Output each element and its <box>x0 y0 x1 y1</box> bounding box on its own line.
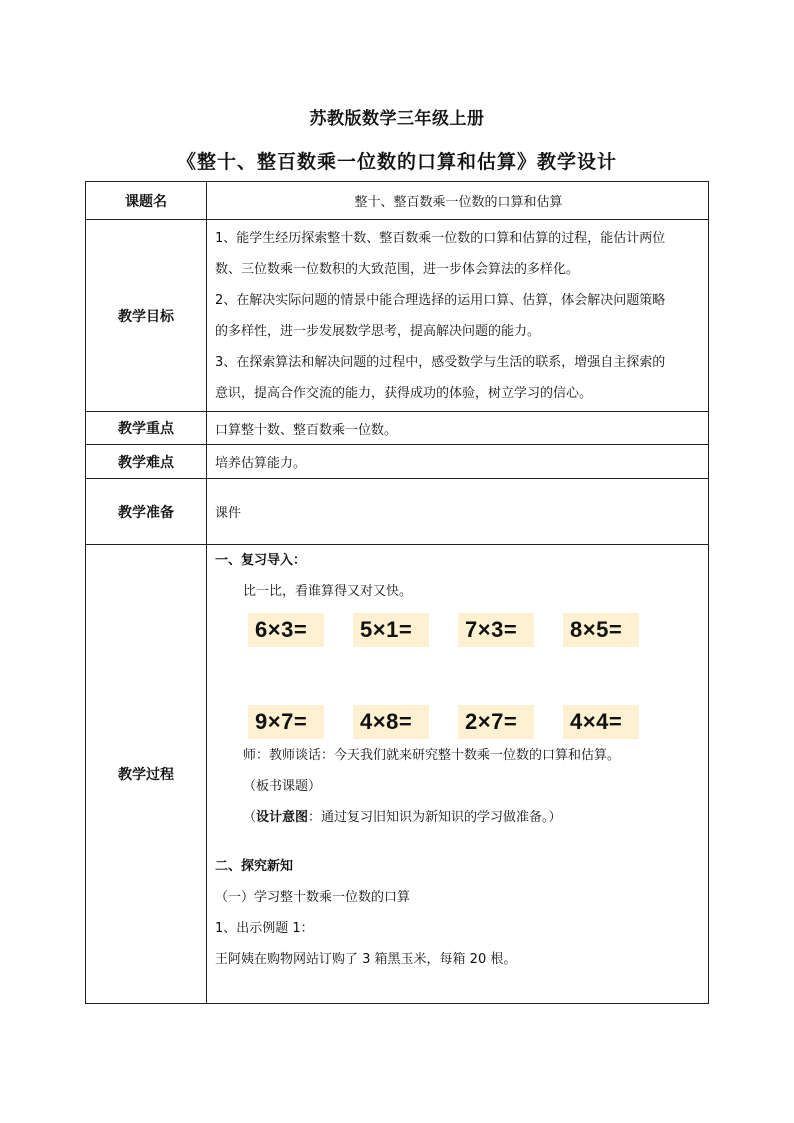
table-row-process <box>86 545 709 1004</box>
section-explore-title: 二、探究新知 <box>215 859 294 874</box>
document-subtitle: 《整十、整百数乘一位数的口算和估算》教学设计 <box>176 151 617 173</box>
quiz-card: 7×3= <box>458 613 534 647</box>
table-row-objectives <box>86 220 709 412</box>
table-row-key-point <box>86 412 709 445</box>
design-intent-open: （ <box>243 810 257 825</box>
row-label-preparation: 教学准备 <box>86 479 207 545</box>
objective-line: 1、能学生经历探索整十数、整百数乘一位数的口算和估算的过程，能估计两位 <box>215 230 666 246</box>
row-label-process: 教学过程 <box>86 545 207 1004</box>
example-text: 王阿姨在购物网站订购了 3 箱黑玉米，每箱 20 根。 <box>215 952 517 967</box>
process-content <box>207 545 709 1004</box>
objective-line: 的多样性，进一步发展数学思考，提高解决问题的能力。 <box>215 323 541 339</box>
review-intro: 比一比，看谁算得又对又快。 <box>243 584 413 599</box>
lesson-plan-table <box>85 181 709 1004</box>
objective-line: 3、在探索算法和解决问题的过程中，感受数学与生活的联系，增强自主探索的 <box>215 354 666 370</box>
objective-line: 数、三位数乘一位数积的大致范围，进一步体会算法的多样化。 <box>215 261 580 277</box>
table-row-preparation <box>86 479 709 545</box>
topic-value: 整十、整百数乘一位数的口算和估算 <box>207 182 709 220</box>
quiz-card: 8×5= <box>563 613 639 647</box>
example-title: 1、出示例题 1： <box>215 921 314 936</box>
row-label-topic: 课题名 <box>86 182 207 220</box>
preparation-value: 课件 <box>207 479 709 545</box>
objectives-content <box>207 220 709 412</box>
quiz-card: 5×1= <box>353 613 429 647</box>
row-label-difficulty: 教学难点 <box>86 445 207 479</box>
quiz-cards-row-1 <box>215 612 702 648</box>
section-review-title: 一、复习导入： <box>215 553 307 568</box>
table-row-topic <box>86 182 709 220</box>
objective-line: 意识，提高合作交流的能力，获得成功的体验，树立学习的信心。 <box>215 385 593 401</box>
quiz-card: 6×3= <box>248 613 324 647</box>
row-label-objectives: 教学目标 <box>86 220 207 412</box>
board-note: （板书课题） <box>243 779 322 794</box>
teacher-talk: 师：教师谈话：今天我们就来研究整十数乘一位数的口算和估算。 <box>243 748 621 763</box>
key-point-value: 口算整十数、整百数乘一位数。 <box>207 412 709 445</box>
quiz-card: 4×4= <box>563 705 639 739</box>
design-intent <box>215 802 702 833</box>
document-title: 苏教版数学三年级上册 <box>309 109 485 129</box>
table-row-difficulty <box>86 445 709 479</box>
objective-line: 2、在解决实际问题的情景中能合理选择的运用口算、估算，体会解决问题策略 <box>215 292 666 308</box>
quiz-card: 9×7= <box>248 705 324 739</box>
quiz-cards-row-2 <box>215 704 702 740</box>
design-intent-text: ：通过复习旧知识为新知识的学习做准备。） <box>308 810 562 825</box>
difficulty-value: 培养估算能力。 <box>207 445 709 479</box>
design-intent-label: 设计意图 <box>256 810 309 825</box>
row-label-key-point: 教学重点 <box>86 412 207 445</box>
quiz-card: 2×7= <box>458 705 534 739</box>
subsection-title: （一）学习整十数乘一位数的口算 <box>215 890 411 905</box>
quiz-card: 4×8= <box>353 705 429 739</box>
